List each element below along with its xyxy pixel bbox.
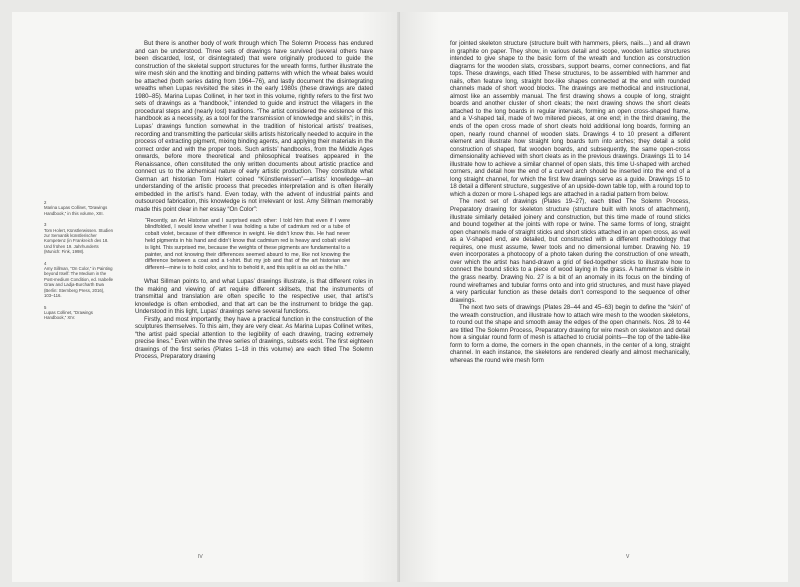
paragraph: for jointed skeleton structure (structure built with hammers, pliers, nails…) and all drawn in graphite on paper. They show, in various detail and scope, wooden lattice structures intended to give shape to the basic form of the wreath and function as construction diagrams for the wooden slats, crossbars, support beams, corner connections, and flat tops. These drawings, each titled These structures, to be assembled with hammer and nails, often feature long, straight box-like shapes connected at the end with rounded channels made of short wood blocks. The drawings are methodical and instructional, almost like an assembly manual. The first drawing shows a couple of long, straight boards and another cluster of short cleats; the next drawing shows the short cleats attached to the long boards in regular intervals, forming an open cross-shaped frame, and a V-shaped tail, made of two mitered pieces, at one end; in the third drawing, the ends of the open cross made of short cleats hold additional long boards, forming an open, nearly round channel of wooden slats. Drawings 4 to 10 present a different element and illustrate how straight long boards turn into arches; they detail a solid construction of shaped, flat wooden boards, and subsequently, the same open-cross dimensionality achieved with short cleats as in the previous drawings. Drawings 11 to 14 illustrate how to achieve a similar channel of open slats, this time U-shaped with arched corners, and detail how the end of a curved arch should be inserted into the end of a long straight channel, for which the first few drawings serve as a guide. Drawings 15 to 18 detail a different structure, suggestive of an upside-down table top, with a round top to which a dozen or more L-shaped legs are attached in a radial pattern from below. (450, 40, 690, 198)
footnote: 2 Marina Lupas Collinet, “Drawings Handbook,” in this volume, XIII. (44, 200, 108, 216)
right-body-text (450, 40, 690, 365)
footnote: 5 Lupas Collinet, “Drawings Handbook,” XIV. (44, 304, 93, 321)
paragraph: But there is another body of work through which The Solemn Process has endured and can be understood. Three sets of drawings have survived (several others have been discarded, lost, or disintegrated) that were originally produced to guide the construction of the skeletal support structures for the wreath forms, further illustrate the wire mesh skin and the knotting and binding patterns with which the wheat bales would be attached (both series dating from 1964–76), and lastly document the disintegrating wreaths when Lupas revisited the sites in the early 1980s (these drawings are dated 1980–85). Marina Lupas Collinet, in her text in this volume, rightly refers to the first two sets of drawings as a “handbook,” intended to guide and instruct the villagers in the procedural steps and (nearly lost) traditions. “The artist considered the existence of this handbook as a necessity, as a tool for the transmission of knowledge and skills”; in this, Lupas’ drawings function somewhat in the tradition of historical artists’ treatises, recording and transmitting the particular skills artists historically needed to acquire in the process of extracting pigment, mixing binding agents, and applying their materials in the correct order and with the proper tools. Such artists’ handbooks, from the Middle Ages onwards, before more theoretical and philosophical treatises appeared in the Renaissance, often constituted the only written documents about artistic practice and connect us to the alchemical nature of early artistic production. They constitute what German art historian Tom Holert coined “Künstlerwissen”—artists’ knowledge—an understanding of the artistic process that precedes interpretation and is often literally embedded in the artist’s hand. Even today, with the advent of industrial paints and outsourced fabrication, this knowledge is not irrelevant or lost. Amy Sillman memorably made this point clear in her essay “On Color”: (135, 40, 373, 214)
page-number: IV (198, 554, 203, 560)
footnote: 3 Tom Holert, Künstlerwissen. Studien zur Semantik künstlerischer Kompetenz (in Frankreich des 18. Und frühen 19. Jahrhunderts (Munich: Fink, 1998). (44, 222, 114, 255)
paragraph: The next two sets of drawings (Plates 28–44 and 45–63) begin to define the “skin” of the wreath construction, and illustrate how to attach wire mesh to the wooden skeletons, to round out the shape and smooth away the edges of the open channels. Nos. 28 to 44 are titled The Solemn Process, Preparatory drawing for wire mesh on skeleton and detail how a singular round form of mesh is attached to crucial points—the top of the table-like form to form a dome, the corners in the open channels, in the center of a long, straight channel. In each instance, the skeletons are rendered clearly and almost mechanically, whereas the round wire mesh form (450, 304, 690, 364)
paragraph: What Sillman points to, and what Lupas’ drawings illustrate, is that different roles in the making and viewing of art require different skillsets, that the instruments of transmittal and translation are often specific to the respective user, that artist’s knowledge is often embodied, and that art can be the instrument to bridge the gap. Understood in this light, Lupas’ drawings serve several functions. (135, 277, 373, 316)
paragraph: The next set of drawings (Plates 19–27), each titled The Solemn Process, Preparatory drawing for skeleton structure (structure built with knots of attachment), illustrate similarly detailed joinery and construction, but this time made of round sticks and bound together at the joints with rope or twine. The same forms of long, straight open channels made of straight sticks and short sticks attached in an open cross, as well as a V-shaped end, are detailed, but constructed with a different methodology that requires, one must assume, fewer tools and no dimensional lumber. Drawing No. 19 even incorporates a photocopy of a photo taken during the construction of one wreath, over which the artist has hand-drawn a grid of tied-together sticks to illustrate how to connect the bound sticks to a piece of wood laying in the grass. A hammer is visible in the grass nearby. Drawing No. 27 is a bit of an anomaly in its focus on the binding of round wireframes and tubular forms onto and into grid structures, and must have played a very particular function as these details don’t correspond to the sequence of other drawings. (450, 198, 690, 304)
book-spread (12, 12, 788, 582)
left-body-text (135, 40, 373, 361)
footnote: 4 Amy Sillman, “On Color,” in Painting beyond Itself: The Medium in the Post-medium Condition, ed. Isabelle Graw and Ladja-Burcharth Ewa (Berlin: Sternberg Press, 2016), 103–116. (44, 260, 114, 299)
right-page (400, 12, 788, 582)
page-number: V (626, 554, 630, 560)
paragraph: Firstly, and most importantly, they have a practical function in the construction of the sculptures themselves. To this aim, they are very clear. As Marina Lupas Collinet writes, “the artist paid special attention to the legibility of each drawing, tracing extremely precise lines.” Even within the three series of drawings, subsets exist. The first eighteen drawings of the first series (Plates 1–18 in this volume) are each titled The Solemn Process, Preparatory drawing (135, 315, 373, 361)
left-page (12, 12, 400, 582)
block-quote: “Recently, an Art Historian and I surprised each other: I told him that even if I were blindfolded, I would know whether I was holding a tube of cadmium red or a tube of cobalt violet, because of their difference in weight. He didn’t know this. He had never held pigments in his hand and didn’t know that cadmium red is heavy and cobalt violet is light. This surprised me, because the weights of these pigments are fundamental to a painter, and not knowing their differences seemed absurd to me, like not knowing the difference between a coat and a t-shirt. But my job and that of the art historian are different—mine is to hold color, and his to behold it, and this split is as old as the hills.” (145, 217, 350, 272)
sidenotes (44, 200, 114, 327)
